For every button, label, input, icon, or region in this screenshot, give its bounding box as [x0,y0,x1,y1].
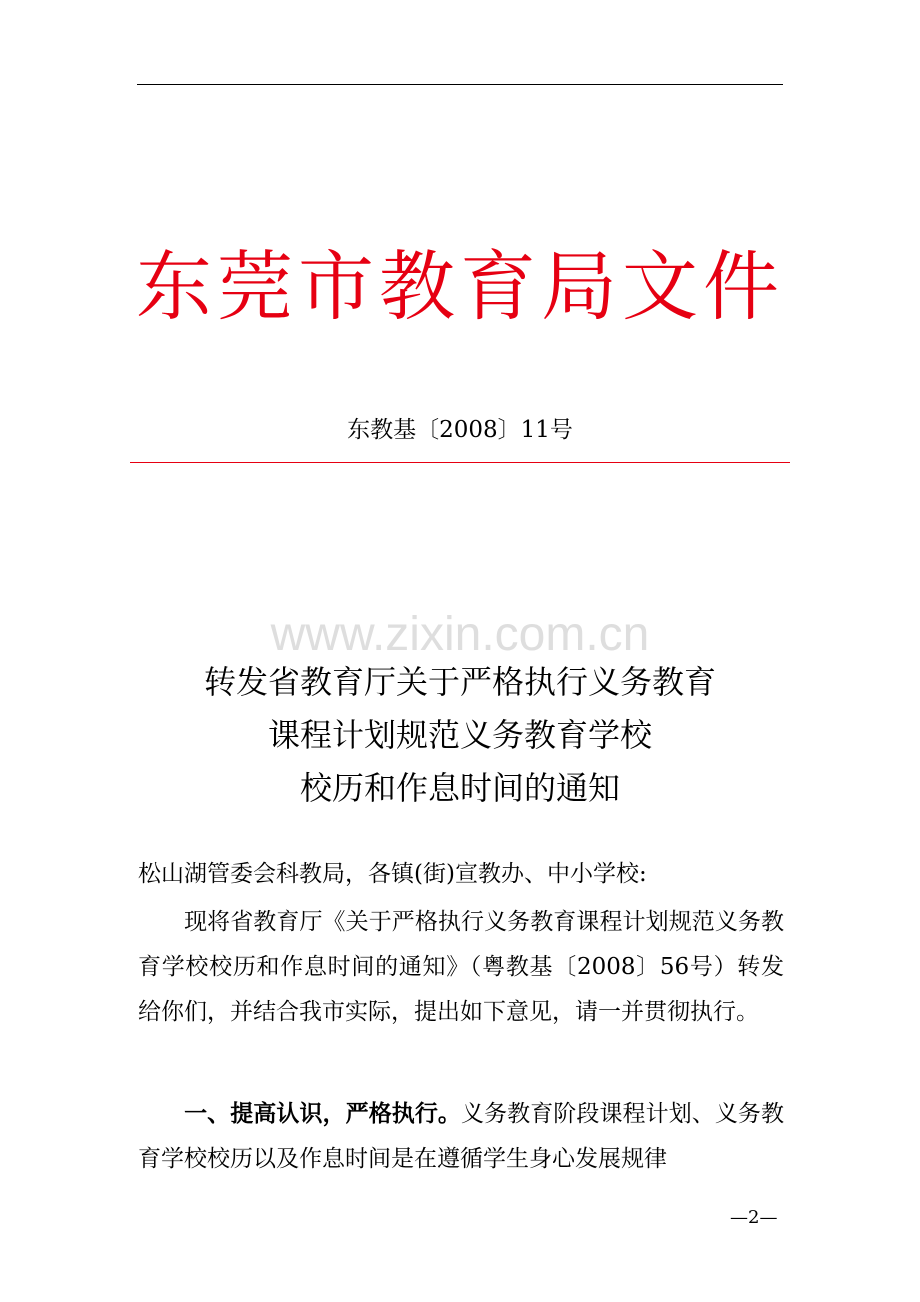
watermark: www.zixin.com.cn [270,608,650,661]
paragraph-intro-text: 现将省教育厅《关于严格执行义务教育课程计划规范义务教育学校校历和作息时间的通知》（粤教基〔2008〕56号）转发给你们，并结合我市实际，提出如下意见，请一并贯彻执行。 [138,909,784,1025]
page-number: —2— [730,1207,778,1228]
title-line-1: 转发省教育厅关于严格执行义务教育 [203,663,716,701]
addressee-line: 松山湖管委会科教局，各镇(街)宣教办、中小学校: [138,861,647,887]
paragraph-intro [138,900,784,1035]
section-one-heading: 一、提高认识，严格执行。 [184,1101,461,1127]
header-rule [137,84,783,85]
title-line-2: 课程计划规范义务教育学校 [267,716,652,754]
red-separator-rule [130,462,790,463]
notice-title [0,656,920,815]
document-number: 东教基〔2008〕11号 [347,417,573,443]
section-one-text: 义务教育阶段课程计划、义务教育学校校历以及作息时间是在遵循学生身心发展规律 [138,1101,785,1172]
paragraph-section-one [138,1092,784,1182]
masthead-title: 东莞市教育局文件 [136,242,784,331]
title-line-3: 校历和作息时间的通知 [299,769,620,807]
